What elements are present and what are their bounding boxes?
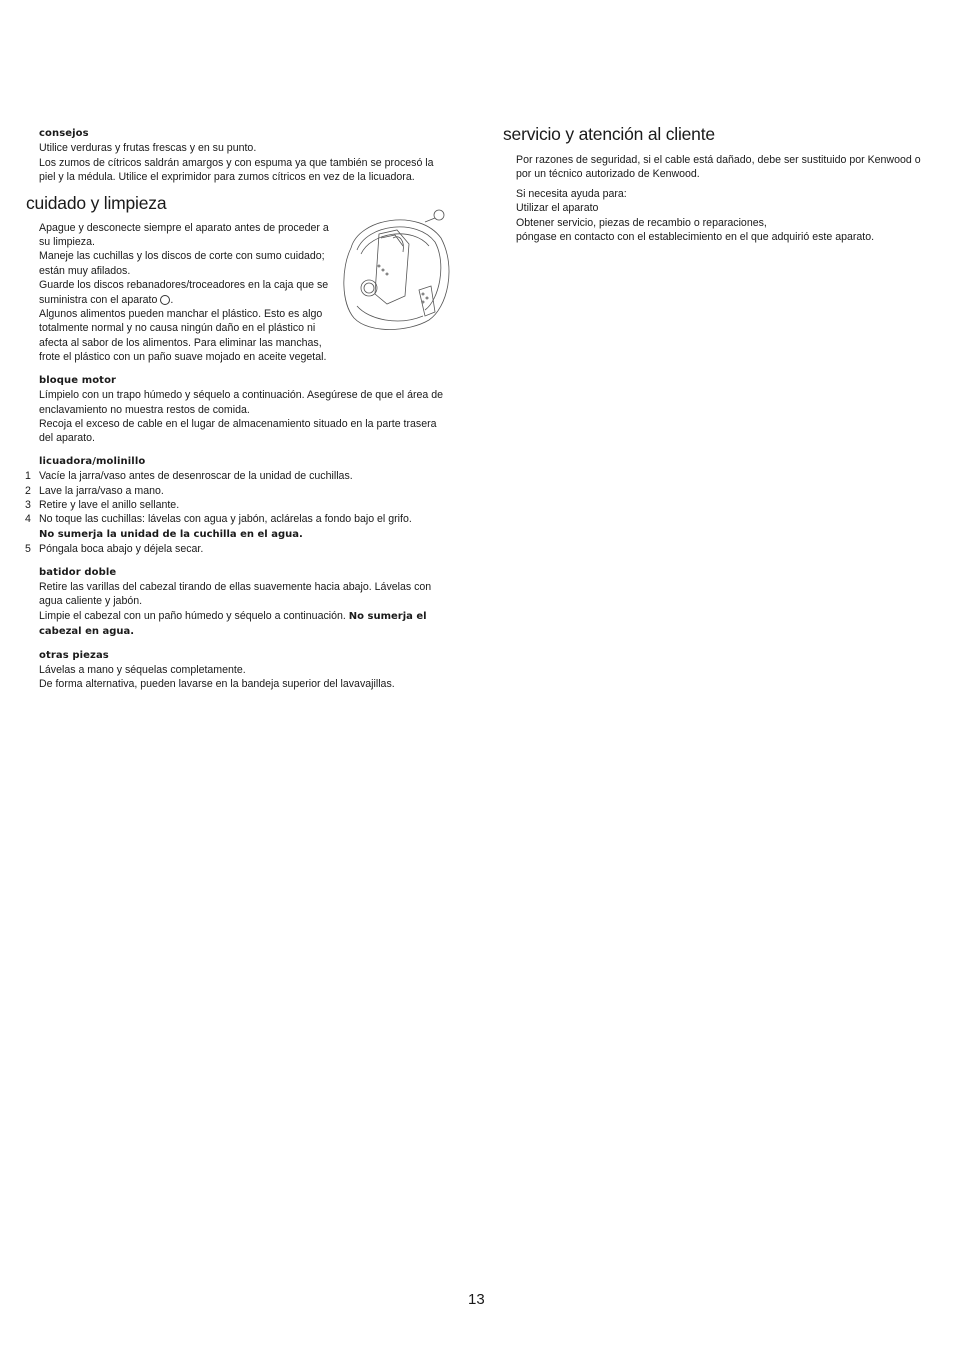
list-item: 4 No toque las cuchillas: lávelas con agua y jabón, aclárelas a fondo bajo el grifo. No sumerja la unidad de la cuchilla en el agua. [25,513,412,540]
otras-line-1: Lávelas a mano y séquelas completamente. [39,664,246,676]
licuadora-steps [25,469,451,556]
list-item: 5 Póngala boca abajo y déjela secar. [25,543,204,556]
cuidado-p1: Apague y desconecte siempre el aparato antes de proceder a su limpieza. [39,221,329,249]
left-column [25,127,451,692]
batidor-line-2: Limpie el cabezal con un paño húmedo y séquelo a continuación. No sumerja el cabezal en agua. [39,609,427,638]
cuidado-p4: Algunos alimentos pueden manchar el plástico. Esto es algo totalmente normal y no causa ningún daño en el plástico ni afecta al sabor de los alimentos. Para eliminar las manchas, frote el plástico con un paño suave mojado en aceite vegetal. [39,308,327,364]
otras-section [39,649,451,692]
consejos-heading: consejos [39,128,89,139]
otras-heading: otras piezas [39,649,109,661]
cuidado-text [39,221,339,365]
licuadora-heading: licuadora/molinillo [39,455,146,467]
circle-callout-icon [160,295,170,305]
bloque-line-2: Recoja el exceso de cable en el lugar de almacenamiento situado en la parte trasera del aparato. [39,417,437,445]
list-item: 2 Lave la jarra/vaso a mano. [25,484,164,497]
servicio-p1: Por razones de seguridad, si el cable está dañado, debe ser sustituido por Kenwood o por un técnico autorizado de Kenwood. [516,154,921,181]
bloque-line-1: Límpielo con un trapo húmedo y séquelo a continuación. Asegúrese de que el área de enclavamiento no muestra restos de comida. [39,389,444,416]
storage-box-illustration [339,208,451,338]
licuadora-section [25,455,451,557]
batidor-heading: batidor doble [39,566,117,578]
list-item: 3 Retire y lave el anillo sellante. [25,498,180,511]
warning-text: No sumerja el cabezal en agua. [39,610,427,638]
cuidado-p3-end: . [170,293,174,306]
batidor-line-1: Retire las varillas del cabezal tirando de ellas suavemente hacia abajo. Lávelas con agua caliente y jabón. [39,580,432,608]
cuidado-section [39,221,451,365]
servicio-p2: Si necesita ayuda para: Utilizar el aparato Obtener servicio, piezas de recambio o reparaciones, póngase en contacto con el establecimiento en el que adquirió este aparato. [516,187,875,244]
servicio-text [503,153,923,244]
warning-text: No sumerja la unidad de la cuchilla en el agua. [39,528,303,540]
page-number: 13 [468,1291,485,1308]
cuidado-p3-text: Guarde los discos rebanadores/troceadores en la caja que se suministra con el aparato [39,279,329,306]
right-column [503,123,923,244]
bloque-section [39,374,451,446]
cuidado-p2: Maneje las cuchillas y los discos de corte con sumo cuidado; están muy afilados. [39,250,325,277]
consejos-line-2: Los zumos de cítricos saldrán amargos y con espuma ya que también se procesó la piel y la médula. Utilice el exprimidor para zumos cítricos en vez de la licuadora. [39,156,434,184]
cuidado-title: cuidado y limpieza [26,192,167,213]
cuidado-p3 [39,278,339,307]
list-item: 1 Vacíe la jarra/vaso antes de desenroscar de la unidad de cuchillas. [25,470,353,483]
consejos-line-1: Utilice verduras y frutas frescas y en su punto. [39,142,257,155]
bloque-heading: bloque motor [39,374,117,386]
servicio-title: servicio y atención al cliente [503,124,715,144]
batidor-section [39,566,451,640]
otras-line-2: De forma alternativa, pueden lavarse en la bandeja superior del lavavajillas. [39,678,395,691]
